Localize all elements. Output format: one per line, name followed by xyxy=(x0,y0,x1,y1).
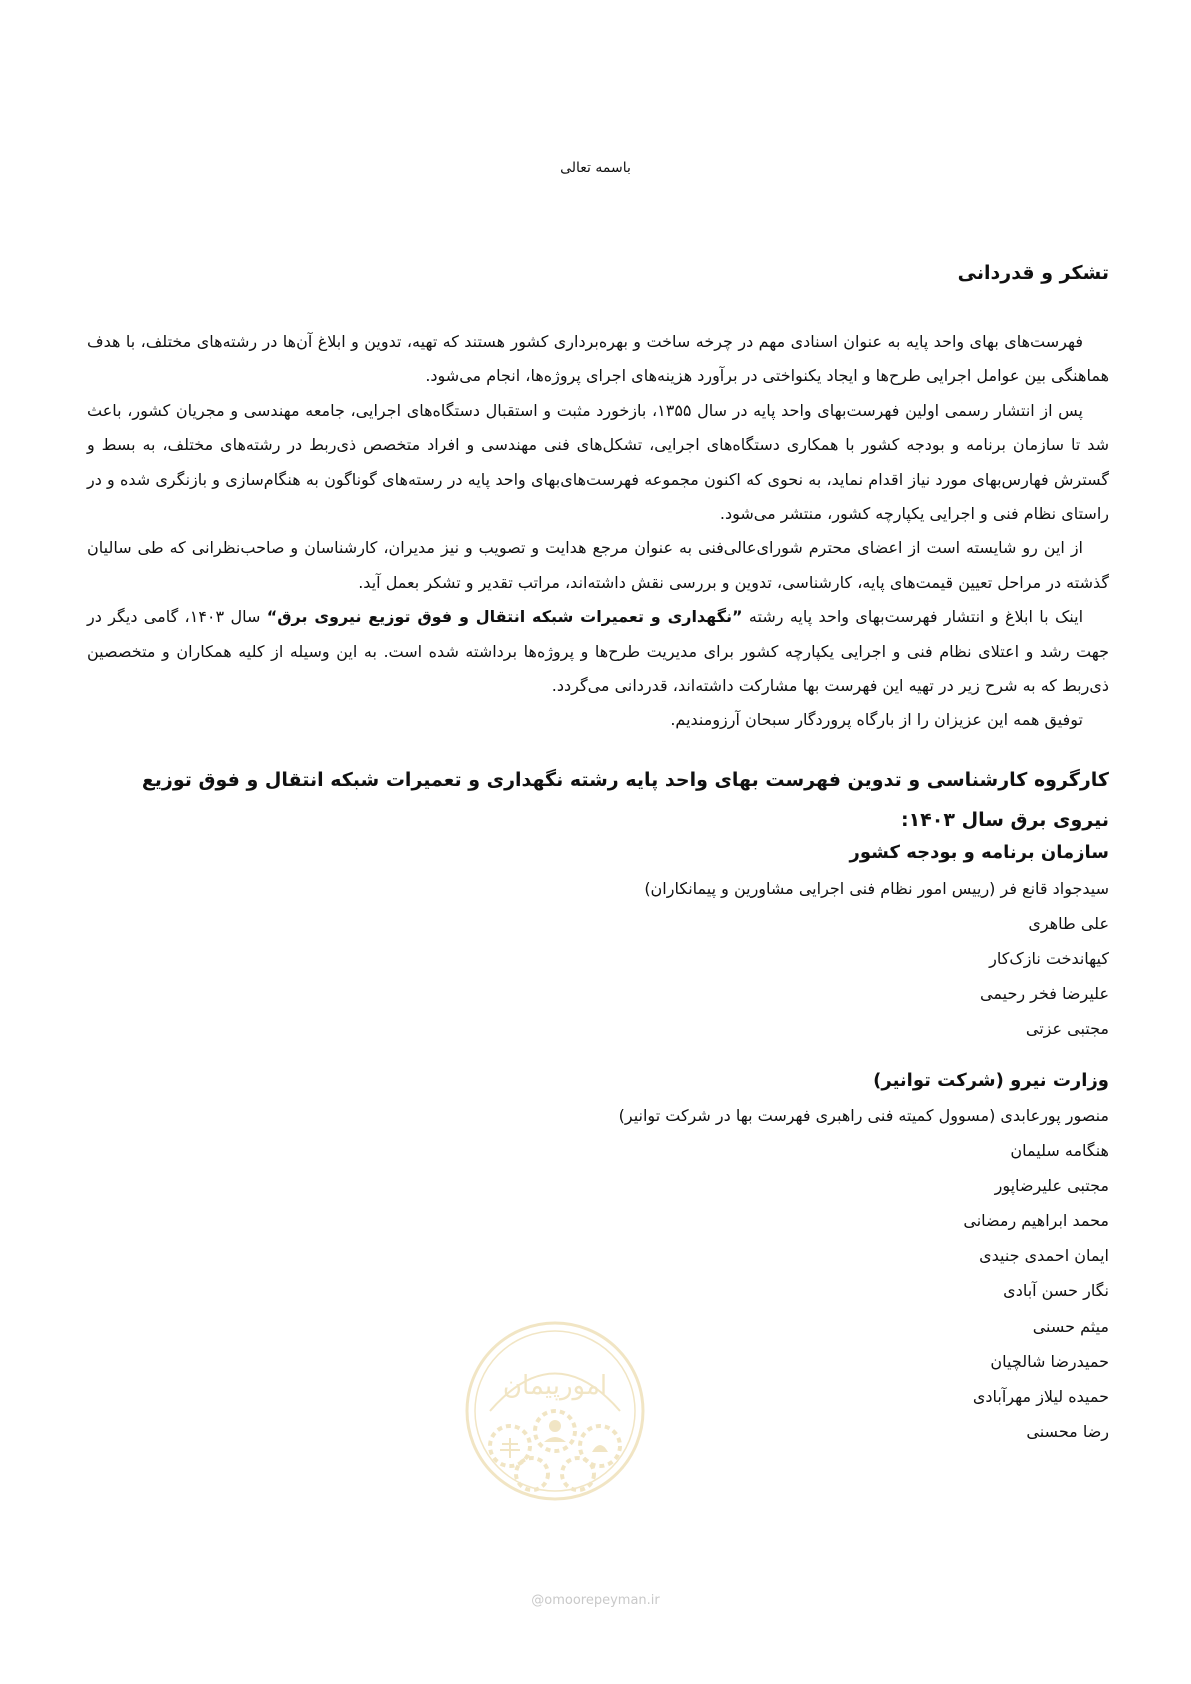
member-list-energy-ministry xyxy=(209,1098,1109,1449)
paragraph-history: پس از انتشار رسمی اولین فهرست‌بهای واحد پایه در سال ۱۳۵۵، بازخورد مثبت و استقبال دستگاه‌های اجرایی، جامعه مهندسی و مجریان کشور، باعث شد تا سازمان برنامه و بودجه کشور با همکاری دستگاه‌های اجرایی، تشکل‌های فنی مهندسی و افراد متخصص ذی‌ربط در رشته‌های مختلف، به بسط و گسترش فهارس‌بهای مورد نیاز اقدام نماید، به نحوی که اکنون مجموعه فهرست‌های‌بهای واحد پایه در رسته‌های گوناگون به هنگام‌سازی و بازنگری شده و در راستای نظام فنی و اجرایی یکپارچه کشور، منتشر می‌شود. xyxy=(87,400,1109,524)
acknowledgement-body xyxy=(87,325,1109,738)
member-name: هنگامه سلیمان xyxy=(1010,1141,1109,1161)
page-heading: تشکر و قدردانی xyxy=(957,262,1109,284)
section-title-energy-ministry: وزارت نیرو (شرکت توانیر) xyxy=(873,1070,1109,1091)
paragraph-intro: فهرست‌های بهای واحد پایه به عنوان اسنادی مهم در چرخه ساخت و بهره‌برداری کشور هستند که تهیه، تدوین و ابلاغ آن‌ها در رشته‌های مختلف، با هدف هماهنگی بین عوامل اجرایی طرح‌ها و ایجاد یکنواختی در برآورد هزینه‌های اجرای پروژه‌ها، انجام می‌شود. xyxy=(87,332,1109,386)
section-title-budget-org: سازمان برنامه و بودجه کشور xyxy=(849,842,1109,863)
member-name: رضا محسنی xyxy=(1026,1421,1109,1441)
member-name: کیهاندخت نازک‌کار xyxy=(989,949,1109,969)
member-name: علی طاهری xyxy=(1028,914,1109,934)
member-name: سیدجواد قانع فر (رییس امور نظام فنی اجرایی مشاورین و پیمانکاران) xyxy=(644,879,1109,898)
watermark-logo-text: امورپیمان xyxy=(502,1371,608,1401)
publication-text-end: سال ۱۴۰۳، گامی دیگر در جهت رشد و اعتلای نظام فنی و اجرایی یکپارچه کشور برای مدیریت طرح‌ها و پروژه‌ها برداشته شده است. به این وسیله از کلیه همکاران و متخصصین ذی‌ربط که به شرح زیر در تهیه این فهرست بها مشارکت داشته‌اند، قدردانی می‌گردد. xyxy=(87,607,1109,696)
member-name: محمد ابراهیم رمضانی xyxy=(963,1211,1109,1231)
watermark-handle: @omoorepeyman.ir xyxy=(531,1593,660,1608)
working-group-title: کارگروه کارشناسی و تدوین فهرست بهای واحد پایه رشته نگهداری و تعمیرات شبکه انتقال و فوق توزیع نیروی برق سال ۱۴۰۳: xyxy=(141,769,1109,831)
member-name: ایمان احمدی جنیدی xyxy=(979,1246,1109,1266)
paragraph-thanks-council: از این رو شایسته است از اعضای محترم شورای‌عالی‌فنی به عنوان مرجع هدایت و تصویب و نیز مدیران، کارشناسان و صاحب‌نظرانی که طی سالیان گذشته در مراحل تعیین قیمت‌های پایه، کارشناسی، تدوین و بررسی نقش داشته‌اند، مراتب تقدیر و تشکر بعمل آید. xyxy=(87,538,1109,592)
member-name: مجتبی علیرضاپور xyxy=(994,1176,1109,1196)
member-name: علیرضا فخر رحیمی xyxy=(980,984,1109,1004)
publication-text-start: اینک با ابلاغ و انتشار فهرست‌بهای واحد پایه رشته xyxy=(742,607,1084,627)
member-name: مجتبی عزتی xyxy=(1025,1019,1109,1039)
watermark-logo-icon xyxy=(460,1316,650,1506)
paragraph-publication xyxy=(87,600,1109,703)
paragraph-closing: توفیق همه این عزیزان را از بارگاه پروردگار سبحان آرزومندیم. xyxy=(670,710,1083,730)
member-list-budget-org xyxy=(209,871,1109,1046)
member-name: حمیدرضا شالچیان xyxy=(990,1351,1109,1371)
invocation-line: باسمه تعالی xyxy=(560,160,631,176)
project-name-bold: ”نگهداری و تعمیرات شبکه انتقال و فوق توزیع نیروی برق“ xyxy=(266,607,743,627)
member-name: منصور پورعابدی (مسوول کمیته فنی راهبری فهرست بها در شرکت توانیر) xyxy=(618,1106,1109,1125)
member-name: میثم حسنی xyxy=(1032,1316,1109,1336)
member-name: نگار حسن آبادی xyxy=(1003,1281,1109,1301)
member-name: حمیده لیلاز مهرآبادی xyxy=(972,1386,1109,1406)
